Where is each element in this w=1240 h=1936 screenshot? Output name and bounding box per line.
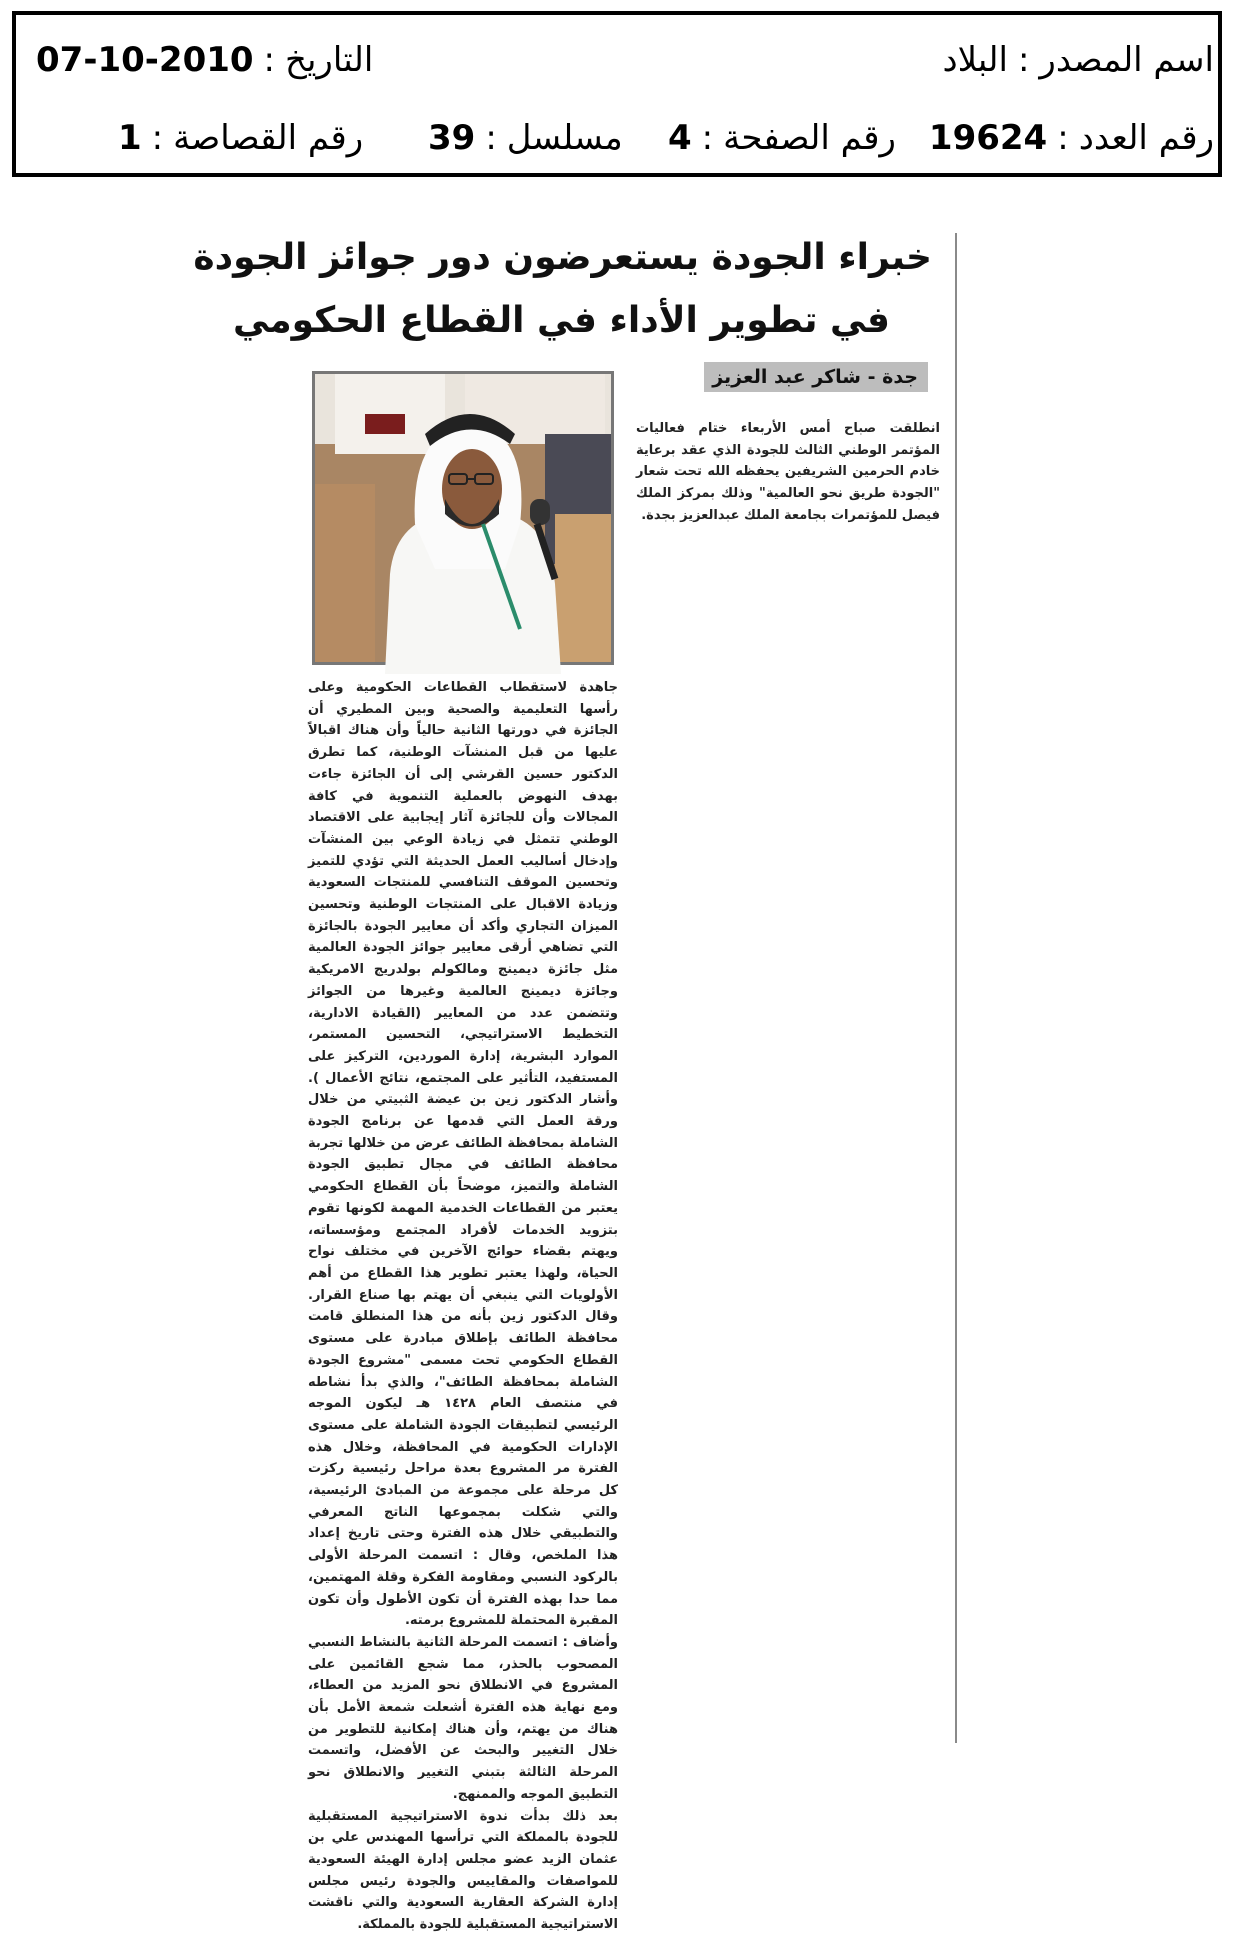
meta-source: اسم المصدر:البلاد — [942, 40, 1214, 80]
meta-issue-label: رقم العدد — [1078, 118, 1214, 158]
meta-issue: رقم العدد:19624 — [928, 118, 1214, 158]
meta-clipping-value: 1 — [118, 118, 142, 158]
left-paragraph: جاهدة لاستقطاب القطاعات الحكومية وعلى رأسها التعليمية والصحية وبين المطيري أن الجائزة في دورتها الثانية حالياً وأن هناك اقبالاً عليها من قبل المنشآت الوطنية، كما تطرق الدكتور حسين القرشي إلى أن الجائزة جاءت بهدف النهوض بالعملية التنموية في كافة المجالات وأن للجائزة آثار إيجابية على الاقتصاد الوطني تتمثل في زيادة الوعي بين المنشآت وإدخال أساليب العمل الحديثة التي تؤدي للتميز وتحسين الموقف التنافسي للمنتجات السعودية وزيادة الاقبال على المنتجات الوطنية وتحسين الميزان التجاري وأكد أن معايير الجودة بالجائزة التي تضاهي أرقى معايير جوائز الجودة العالمية مثل جائزة ديمينج ومالكولم بولدريج الامريكية وجائزة ديمينج العالمية وغيرها من الجوائز وتتضمن عدد من المعايير (القيادة الادارية، التخطيط الاستراتيجي، التحسين المستمر، الموارد البشرية، إدارة الموردين، التركيز على المستفيد، التأثير على المجتمع، نتائج الأعمال ). وأشار الدكتور زين بن عيضة الثبيتي من خلال ورقة العمل التي قدمها عن برنامج الجودة الشاملة بمحافظة الطائف عرض من خلالها تجربة محافظة الطائف في مجال تطبيق الجودة الشاملة والتميز، موضحاً بأن القطاع الحكومي يعتبر من القطاعات الخدمية المهمة لكونها تقوم بتزويد الخدمات لأفراد المجتمع ومؤسساته، ويهتم بقضاء حوائج الآخرين في مختلف نواح الحياة، ولهذا يعتبر تطوير هذا القطاع من أهم الأولويات التي ينبغي أن يهتم بها صناع القرار. وقال الدكتور زين بأنه من هذا المنطلق قامت محافظة الطائف بإطلاق مبادرة على مستوى القطاع الحكومي تحت مسمى "مشروع الجودة الشاملة بمحافظة الطائف"، والذي بدأ نشاطه في منتصف العام ١٤٢٨ هـ ليكون الموجه الرئيسي لتطبيقات الجودة الشاملة على مستوى الإدارات الحكومية في المحافظة، وخلال هذه الفترة مر المشروع بعدة مراحل رئيسية ركزت كل مرحلة على مجموعة من المبادئ الرئيسية، والتي شكلت بمجموعها الناتج المعرفي والتطبيقي خلال هذه الفترة وحتى تاريخ إعداد هذا الملخص، وقال : اتسمت المرحلة الأولى بالركود النسبي ومقاومة الفكرة وقلة المهتمين، مما حدا بهذه الفترة أن تكون الأطول وأن تكون المقبرة المحتملة للمشروع برمته. — [308, 680, 618, 1629]
meta-date: التاريخ:2010-10-07 — [36, 40, 374, 80]
headline-line-1: خبراء الجودة يستعرضون دور جوائز الجودة — [193, 237, 932, 278]
meta-serial-value: 39 — [428, 118, 476, 158]
meta-issue-value: 19624 — [928, 118, 1048, 158]
right-paragraph: انطلقت صباح أمس الأربعاء ختام فعاليات المؤتمر الوطني الثالث للجودة الذي عقد برعاية خادم الحرمين الشريفين يحفظه الله تحت شعار "الجودة طريق نحو العالمية" وذلك بمركز الملك فيصل للمؤتمرات بجامعة الملك عبدالعزيز بجدة. — [636, 421, 940, 523]
byline: جدة - شاكر عبد العزيز — [704, 362, 928, 392]
meta-clipping: رقم القصاصة:1 — [118, 118, 364, 158]
meta-page-value: 4 — [668, 118, 692, 158]
column-divider — [955, 233, 957, 1743]
meta-serial-label: مسلسل — [506, 118, 623, 158]
meta-clipping-label: رقم القصاصة — [173, 118, 364, 158]
left-paragraph: وأضاف : اتسمت المرحلة الثانية بالنشاط النسبي المصحوب بالحذر، مما شجع القائمين على المشروع في الانطلاق نحو المزيد من العطاء، ومع نهاية هذه الفترة أشعلت شمعة الأمل بأن هناك من يهتم، وأن هناك إمكانية للتطوير من خلال التغيير والبحث عن الأفضل، واتسمت المرحلة الثالثة بتبني التغيير والانطلاق نحو التطبيق الموجه والممنهج. — [308, 1634, 618, 1802]
headline-line-2: في تطوير الأداء في القطاع الحكومي — [232, 300, 890, 341]
meta-page-label: رقم الصفحة — [723, 118, 896, 158]
meta-serial: مسلسل:39 — [428, 118, 623, 158]
meta-page: رقم الصفحة:4 — [668, 118, 896, 158]
left-paragraph: بعد ذلك بدأت ندوة الاستراتيجية المستقبلية للجودة بالمملكة التي ترأسها المهندس علي بن عثمان الزيد عضو مجلس إدارة الهيئة السعودية للمواصفات والمقاييس والجودة رئيس مجلس إدارة الشركة العقارية السعودية والتي ناقشت الاستراتيجية المستقبلية للجودة بالمملكة. — [308, 1808, 618, 1933]
meta-date-label: التاريخ — [285, 40, 374, 80]
meta-source-value: البلاد — [942, 40, 1008, 80]
meta-source-label: اسم المصدر — [1039, 40, 1214, 80]
article-column-left — [308, 677, 618, 1933]
meta-date-value: 2010-10-07 — [36, 40, 254, 80]
article-column-right — [636, 418, 940, 1734]
photo-illustration — [315, 374, 611, 662]
man-speaking-photo — [312, 371, 614, 665]
